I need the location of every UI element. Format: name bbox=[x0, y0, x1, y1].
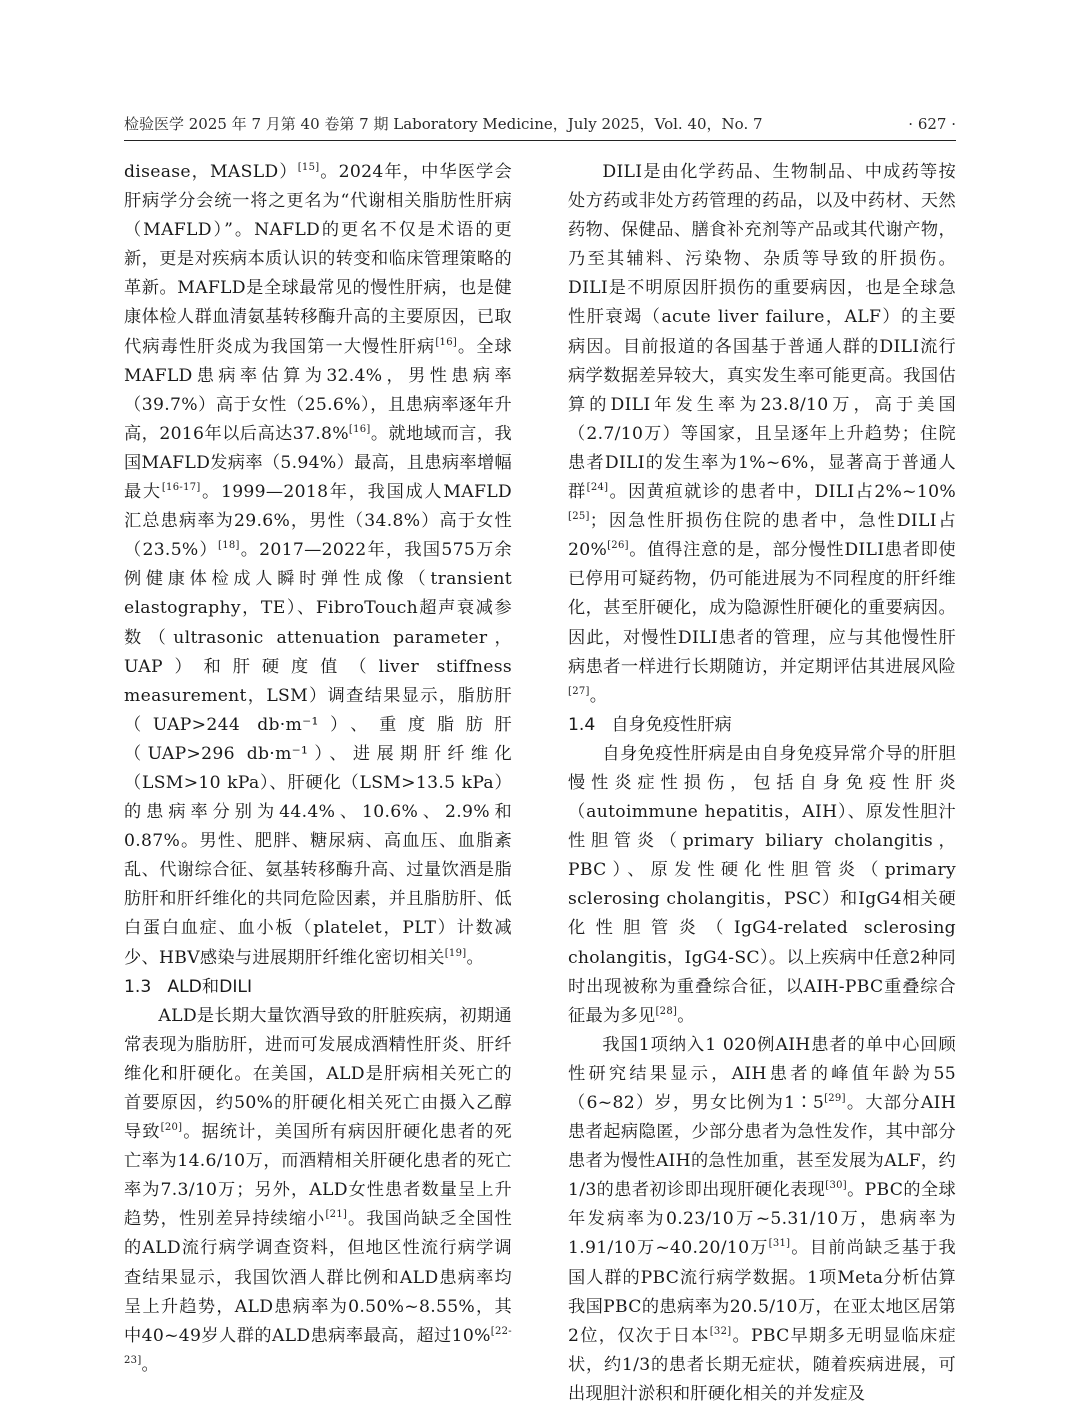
left-column bbox=[124, 158, 512, 1380]
citation-ref: [20] bbox=[160, 1122, 183, 1134]
header-rule bbox=[124, 140, 956, 141]
paragraph-autoimmune: 自身免疫性肝病是由自身免疫异常介导的肝胆慢性炎症性损伤，包括自身免疫性肝炎（autoimmune hepatitis，AIH）、原发性胆汁性胆管炎（primary biliary cholangitis，PBC）、原发性硬化性胆管炎（primary sclerosing cholangitis，PSC）和IgG4相关硬化性胆管炎（IgG4-related sclerosing cholangitis，IgG4-SC）。以上疾病中任意2种同时出现被称为重叠综合征，以AIH-PBC重叠综合征最为多见[28]。 bbox=[568, 743, 956, 1026]
paragraph-ald: ALD是长期大量饮酒导致的肝脏疾病，初期通常表现为脂肪肝，进而可发展成酒精性肝炎、肝纤维化和肝硬化。在美国，ALD是肝病相关死亡的首要原因，约50%的肝硬化相关死亡由摄入乙醇导致[20]。据统计，美国所有病因肝硬化患者的死亡率为14.6/10万，而酒精相关肝硬化患者的死亡率为7.3/10万；另外，ALD女性患者数量呈上升趋势，性别差异持续缩小[21]。我国尚缺乏全国性的ALD流行病学调查资料，但地区性流行病学调查结果显示，我国饮酒人群比例和ALD患病率均呈上升趋势，ALD患病率为0.50%~8.55%，其中40~49岁人群的ALD患病率最高，超过10%[22-23]。 bbox=[124, 1005, 513, 1375]
running-header bbox=[124, 112, 956, 136]
citation-ref: [32] bbox=[709, 1325, 732, 1337]
section-heading-1-3 bbox=[124, 973, 512, 1002]
citation-ref: [16] bbox=[435, 336, 458, 348]
citation-ref: [16-17] bbox=[161, 482, 201, 494]
paragraph-aih-pbc: 我国1项纳入1 020例AIH患者的单中心回顾性研究结果显示，AIH患者的峰值年龄为55（6~82）岁，男女比例为1∶5[29]。大部分AIH患者起病隐匿，少部分患者为急性发作，其中部分患者为慢性AIH的急性加重，甚至发展为ALF，约1/3的患者初诊即出现肝硬化表现[30]。PBC的全球年发病率为0.23/10万~5.31/10万，患病率为1.91/10万~40.20/10万[31]。目前尚缺乏基于我国人群的PBC流行病学数据。1项Meta分析估算我国PBC的患病率为20.5/10万，在亚太地区居第2位，仅次于日本[32]。PBC早期多无明显临床症状，约1/3的患者长期无症状，随着疾病进展，可出现胆汁淤积和肝硬化相关的并发症及 bbox=[568, 1034, 957, 1404]
section-title: 自身免疫性肝病 bbox=[611, 714, 732, 735]
citation-ref: [22-23] bbox=[124, 1325, 512, 1366]
citation-ref: [24] bbox=[586, 482, 609, 494]
citation-ref: [15] bbox=[297, 162, 320, 173]
section-number: 1.4 bbox=[568, 714, 596, 735]
citation-ref: [28] bbox=[655, 1005, 678, 1017]
journal-citation: 检验医学 2025 年 7 月第 40 卷第 7 期 Laboratory Medicine，July 2025，Vol. 40，No. 7 bbox=[124, 115, 763, 133]
citation-ref: [31] bbox=[768, 1238, 791, 1250]
citation-ref: [29] bbox=[824, 1093, 846, 1104]
section-heading-1-4 bbox=[568, 711, 956, 740]
citation-ref: [26] bbox=[607, 540, 629, 552]
citation-ref: [19] bbox=[444, 947, 467, 959]
citation-ref: [25] bbox=[568, 511, 590, 523]
right-column bbox=[568, 158, 956, 1409]
citation-ref: [18] bbox=[218, 540, 240, 552]
section-title: ALD和DILI bbox=[167, 976, 253, 997]
citation-ref: [30] bbox=[825, 1180, 847, 1192]
citation-ref: [16] bbox=[348, 423, 371, 435]
page-number: · 627 · bbox=[908, 115, 956, 133]
citation-ref: [21] bbox=[325, 1209, 348, 1221]
citation-ref: [27] bbox=[568, 685, 590, 697]
paragraph-masld: disease，MASLD）[15]。2024年，中华医学会肝病学分会统一将之更名为“代谢相关脂肪性肝病（MAFLD）”。NAFLD的更名不仅是术语的更新，更是对疾病本质认识的转变和临床管理策略的革新。MAFLD是全球最常见的慢性肝病，也是健康体检人群血清氨基转移酶升高的主要原因，已取代病毒性肝炎成为我国第一大慢性肝病[16]。全球MAFLD患病率估算为32.4%，男性患病率（39.7%）高于女性（25.6%），且患病率逐年升高，2016年以后高达37.8%[16]。就地域而言，我国MAFLD发病率（5.94%）最高，且患病率增幅最大[16-17]。1999—2018年，我国成人MAFLD汇总患病率为29.6%，男性（34.8%）高于女性（23.5%）[18]。2017—2022年，我国575万余例健康体检成人瞬时弹性成像（transient elastography，TE）、FibroTouch超声衰减参数（ultrasonic attenuation parameter，UAP）和肝硬度值（liver stiffness measurement，LSM）调查结果显示，脂肪肝（UAP>244 db·m⁻¹）、重度脂肪肝（UAP>296 db·m⁻¹）、进展期肝纤维化（LSM>10 kPa）、肝硬化（LSM>13.5 kPa）的患病率分别为44.4%、10.6%、2.9%和0.87%。男性、肥胖、糖尿病、高血压、血脂紊乱、代谢综合征、氨基转移酶升高、过量饮酒是脂肪肝和肝纤维化的共同危险因素，并且脂肪肝、低白蛋白血症、血小板（platelet，PLT）计数减少、HBV感染与进展期肝纤维化密切相关[19]。 bbox=[124, 162, 513, 968]
paragraph-dili: DILI是由化学药品、生物制品、中成药等按处方药或非处方药管理的药品，以及中药材、天然药物、保健品、膳食补充剂等产品或其代谢产物，乃至其辅料、污染物、杂质等导致的肝损伤。DILI是不明原因肝损伤的重要病因，也是全球急性肝衰竭（acute liver failure，ALF）的主要病因。目前报道的各国基于普通人群的DILI流行病学数据差异较大，真实发生率可能更高。我国估算的DILI年发生率为23.8/10万，高于美国（2.7/10万）等国家，且呈逐年上升趋势；住院患者DILI的发生率为1%~6%，显著高于普通人群[24]。因黄疸就诊的患者中，DILI占2%~10%[25]；因急性肝损伤住院的患者中，急性DILI占20%[26]。值得注意的是，部分慢性DILI患者即使已停用可疑药物，仍可能进展为不同程度的肝纤维化，甚至肝硬化，成为隐源性肝硬化的重要病因。因此，对慢性DILI患者的管理，应与其他慢性肝病患者一样进行长期随访，并定期评估其进展风险[27]。 bbox=[568, 162, 956, 706]
section-number: 1.3 bbox=[124, 976, 152, 997]
